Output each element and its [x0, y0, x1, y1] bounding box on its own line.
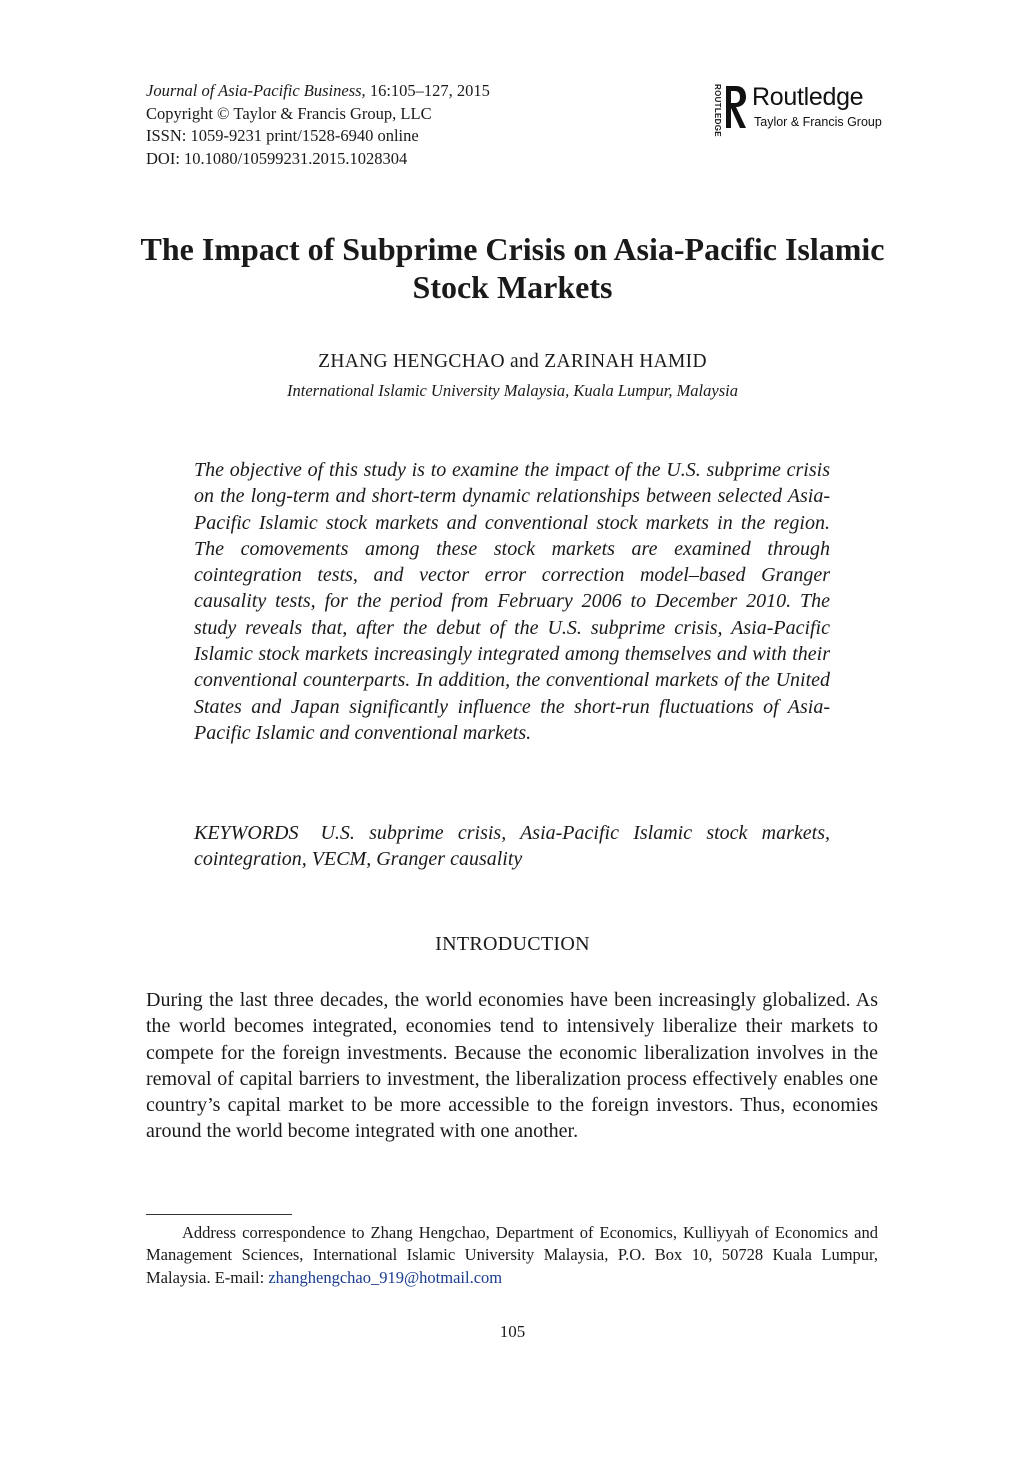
- publisher-logo: [710, 82, 890, 137]
- journal-info: [146, 80, 490, 170]
- email-link[interactable]: zhanghengchao_919@hotmail.com: [268, 1267, 503, 1287]
- correspondence-footnote: [146, 1222, 878, 1289]
- article-authors: ZHANG HENGCHAO and ZARINAH HAMID: [318, 351, 707, 372]
- footnote-divider: [146, 1214, 292, 1215]
- logo-name: Routledge: [752, 83, 864, 111]
- journal-issue: 16:105–127, 2015: [365, 81, 490, 100]
- keywords-label: KEYWORDS: [194, 822, 299, 844]
- introduction-paragraph: During the last three decades, the world economies have been increasingly globalized. As the world becomes integrated, economies tend to intensively liberalize their markets to compete for the foreign investments. Because the economic liberalization involves in the removal of capital barriers to investment, the liberalization process effectively enables one country’s capital market to be more accessible to the foreign investors. Thus, economies around the world become integrated with one another.: [146, 989, 878, 1143]
- abstract: The objective of this study is to examine the impact of the U.S. subprime crisis on the long-term and short-term dynamic relationships between selected Asia-Pacific Islamic stock markets and conventional stock markets in the region. The comovements among these stock markets are examined through cointegration tests, and vector error correction model–based Granger causality tests, for the period from February 2006 to December 2010. The study reveals that, after the debut of the U.S. subprime crisis, Asia-Pacific Islamic stock markets increasingly integrated among themselves and with their conventional counterparts. In addition, the conventional markets of the United States and Japan significantly influence the short-run fluctuations of Asia-Pacific Islamic and conventional markets.: [194, 459, 830, 744]
- copyright-line: Copyright © Taylor & Francis Group, LLC: [146, 103, 432, 123]
- logo-subtitle: Taylor & Francis Group: [754, 115, 882, 129]
- article-title: The Impact of Subprime Crisis on Asia-Pacific Islamic Stock Markets: [140, 231, 885, 305]
- issn-line: ISSN: 1059-9231 print/1528-6940 online: [146, 126, 419, 145]
- keywords-list: U.S. subprime crisis, Asia-Pacific Islamic stock markets, cointegration, VECM, Granger causality: [194, 822, 830, 871]
- section-heading-introduction: INTRODUCTION: [435, 933, 590, 955]
- keywords: [194, 820, 830, 873]
- logo-vertical-text: ROUTLEDGE: [713, 84, 722, 137]
- routledge-r-icon: [724, 84, 748, 130]
- page-number: 105: [499, 1322, 526, 1341]
- author-affiliation: International Islamic University Malaysia, Kuala Lumpur, Malaysia: [287, 381, 738, 400]
- doi-line: DOI: 10.1080/10599231.2015.1028304: [146, 148, 408, 168]
- journal-name: Journal of Asia-Pacific Business,: [146, 81, 366, 100]
- footnote-text: Address correspondence to Zhang Hengchao, Department of Economics, Kulliyyah of Economics and Management Sciences, International Islamic University Malaysia, P.O. Box 10, 50728 Kuala Lumpur, Malaysia. E-mail:: [146, 1223, 878, 1287]
- journal-citation: [146, 80, 490, 103]
